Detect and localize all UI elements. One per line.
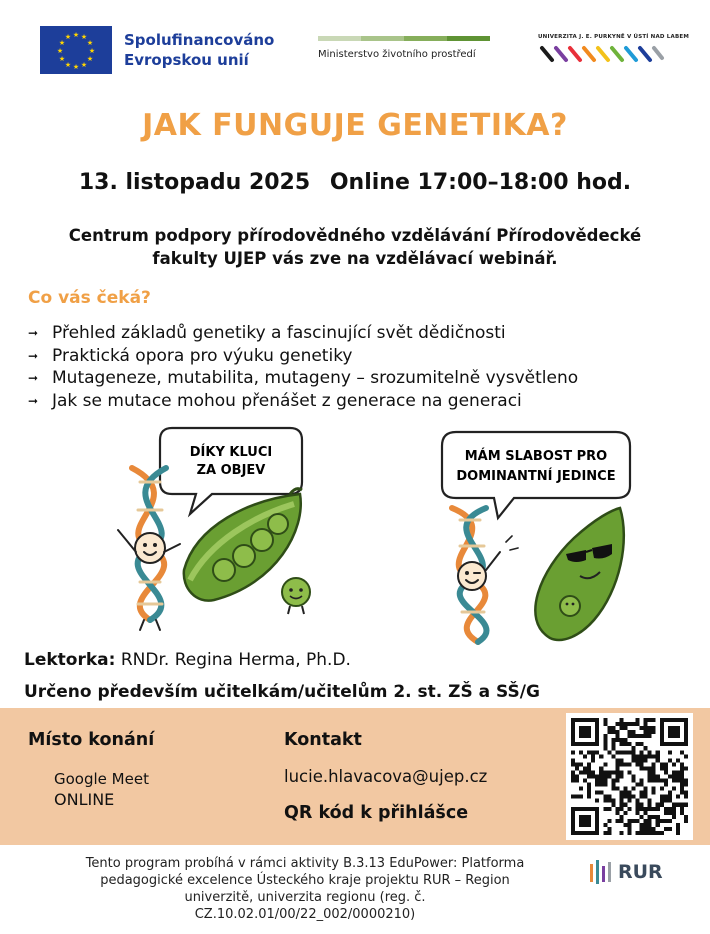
footer-line: pedagogické excelence Ústeckého kraje projektu RUR – Region bbox=[100, 873, 510, 888]
venue-heading: Místo konání bbox=[28, 730, 155, 750]
svg-text:★: ★ bbox=[58, 39, 66, 47]
svg-text:★: ★ bbox=[80, 33, 88, 41]
speech-right-line-2: DOMINANTNÍ JEDINCE bbox=[456, 469, 616, 484]
eu-flag-logo bbox=[40, 26, 112, 74]
svg-text:★: ★ bbox=[80, 61, 88, 69]
event-intro bbox=[30, 224, 680, 270]
event-title: JAK FUNGUJE GENETIKA? bbox=[142, 108, 568, 143]
arrow-bullet-icon: ➞ bbox=[28, 326, 39, 340]
ministry-name: Ministerstvo životního prostředí bbox=[318, 49, 476, 60]
eu-line-2: Evropskou unií bbox=[124, 51, 249, 69]
svg-text:★: ★ bbox=[86, 39, 94, 47]
svg-text:★: ★ bbox=[58, 55, 66, 63]
agenda-item-text: Praktická opora pro výuku genetiky bbox=[52, 345, 353, 366]
ministry-color-bar bbox=[318, 36, 490, 41]
dna-character-right bbox=[452, 508, 518, 642]
svg-text:★: ★ bbox=[72, 31, 80, 39]
svg-text:★: ★ bbox=[72, 63, 80, 71]
arrow-bullet-icon: ➞ bbox=[28, 348, 39, 363]
contact-email[interactable]: lucie.hlavacova@ujep.cz bbox=[284, 767, 488, 786]
arrow-bullet-icon: ➞ bbox=[28, 371, 39, 385]
agenda-item-text: Přehled základů genetiky a fascinující svět dědičnosti bbox=[52, 323, 506, 343]
speech-left-line-1: DÍKY KLUCI bbox=[189, 445, 273, 460]
intro-line-2: fakulty UJEP vás zve na vzdělávací webinář. bbox=[152, 249, 558, 268]
agenda-item bbox=[28, 390, 578, 413]
registration-qr-code[interactable] bbox=[566, 713, 693, 840]
svg-text:★: ★ bbox=[88, 47, 96, 55]
qr-code-icon bbox=[571, 718, 688, 835]
target-audience: Určeno především učitelkám/učitelům 2. st. ZŠ a SŠ/G bbox=[24, 682, 540, 702]
svg-text:★: ★ bbox=[64, 61, 72, 69]
svg-text:★: ★ bbox=[56, 47, 64, 55]
speech-bubble-right bbox=[442, 432, 630, 518]
speech-right-line-1: MÁM SLABOST PRO bbox=[464, 449, 608, 464]
footer-line: CZ.10.02.01/00/22_002/0000210) bbox=[194, 907, 416, 922]
event-time: Online 17:00–18:00 hod. bbox=[329, 170, 632, 195]
date-time-line bbox=[0, 170, 710, 195]
svg-text:★: ★ bbox=[86, 55, 94, 63]
contact-heading: Kontakt bbox=[284, 730, 362, 750]
eu-cofunding-text bbox=[124, 30, 274, 70]
footer-project-note bbox=[36, 855, 574, 923]
lector-line bbox=[24, 650, 351, 670]
lector-label: Lektorka: bbox=[24, 650, 116, 670]
agenda-list bbox=[28, 322, 578, 412]
illustration bbox=[0, 420, 710, 650]
intro-line-1: Centrum podpory přírodovědného vzdělávání Přírodovědecké bbox=[68, 226, 642, 245]
agenda-item bbox=[28, 367, 578, 390]
qr-label: QR kód k přihlášce bbox=[284, 803, 469, 823]
university-stripes-icon bbox=[538, 40, 666, 66]
svg-text:★: ★ bbox=[64, 33, 72, 41]
rur-text: RUR bbox=[618, 861, 663, 883]
footer-line: univerzitě, univerzita regionu (reg. č. bbox=[184, 890, 426, 905]
arrow-bullet-icon: ➞ bbox=[28, 393, 39, 408]
rur-logo bbox=[588, 858, 663, 886]
ministry-logo bbox=[318, 36, 490, 60]
rur-bars-icon bbox=[588, 858, 612, 886]
event-date: 13. listopadu 2025 bbox=[78, 170, 311, 195]
venue-platform: Google Meet bbox=[54, 770, 149, 788]
pea-character-icon bbox=[282, 578, 310, 614]
university-logo bbox=[538, 34, 689, 70]
venue-mode: ONLINE bbox=[54, 790, 115, 809]
agenda-item-text: Jak se mutace mohou přenášet z generace na generaci bbox=[52, 390, 522, 411]
speech-left-line-2: ZA OBJEV bbox=[196, 463, 266, 478]
lector-name: RNDr. Regina Herma, Ph.D. bbox=[120, 650, 351, 670]
footer-line: Tento program probíhá v rámci aktivity B.3.13 EduPower: Platforma bbox=[85, 856, 525, 871]
agenda-item-text: Mutageneze, mutabilita, mutageny – srozumitelně vysvětleno bbox=[52, 368, 579, 388]
agenda-item bbox=[28, 345, 578, 368]
university-name: UNIVERZITA J. E. PURKYNĚ V ÚSTÍ NAD LABEM bbox=[538, 34, 689, 40]
cool-pea-pod-icon bbox=[535, 508, 623, 640]
agenda-item bbox=[28, 322, 578, 345]
eu-line-1: Spolufinancováno bbox=[124, 31, 275, 49]
agenda-heading: Co vás čeká? bbox=[28, 288, 151, 308]
